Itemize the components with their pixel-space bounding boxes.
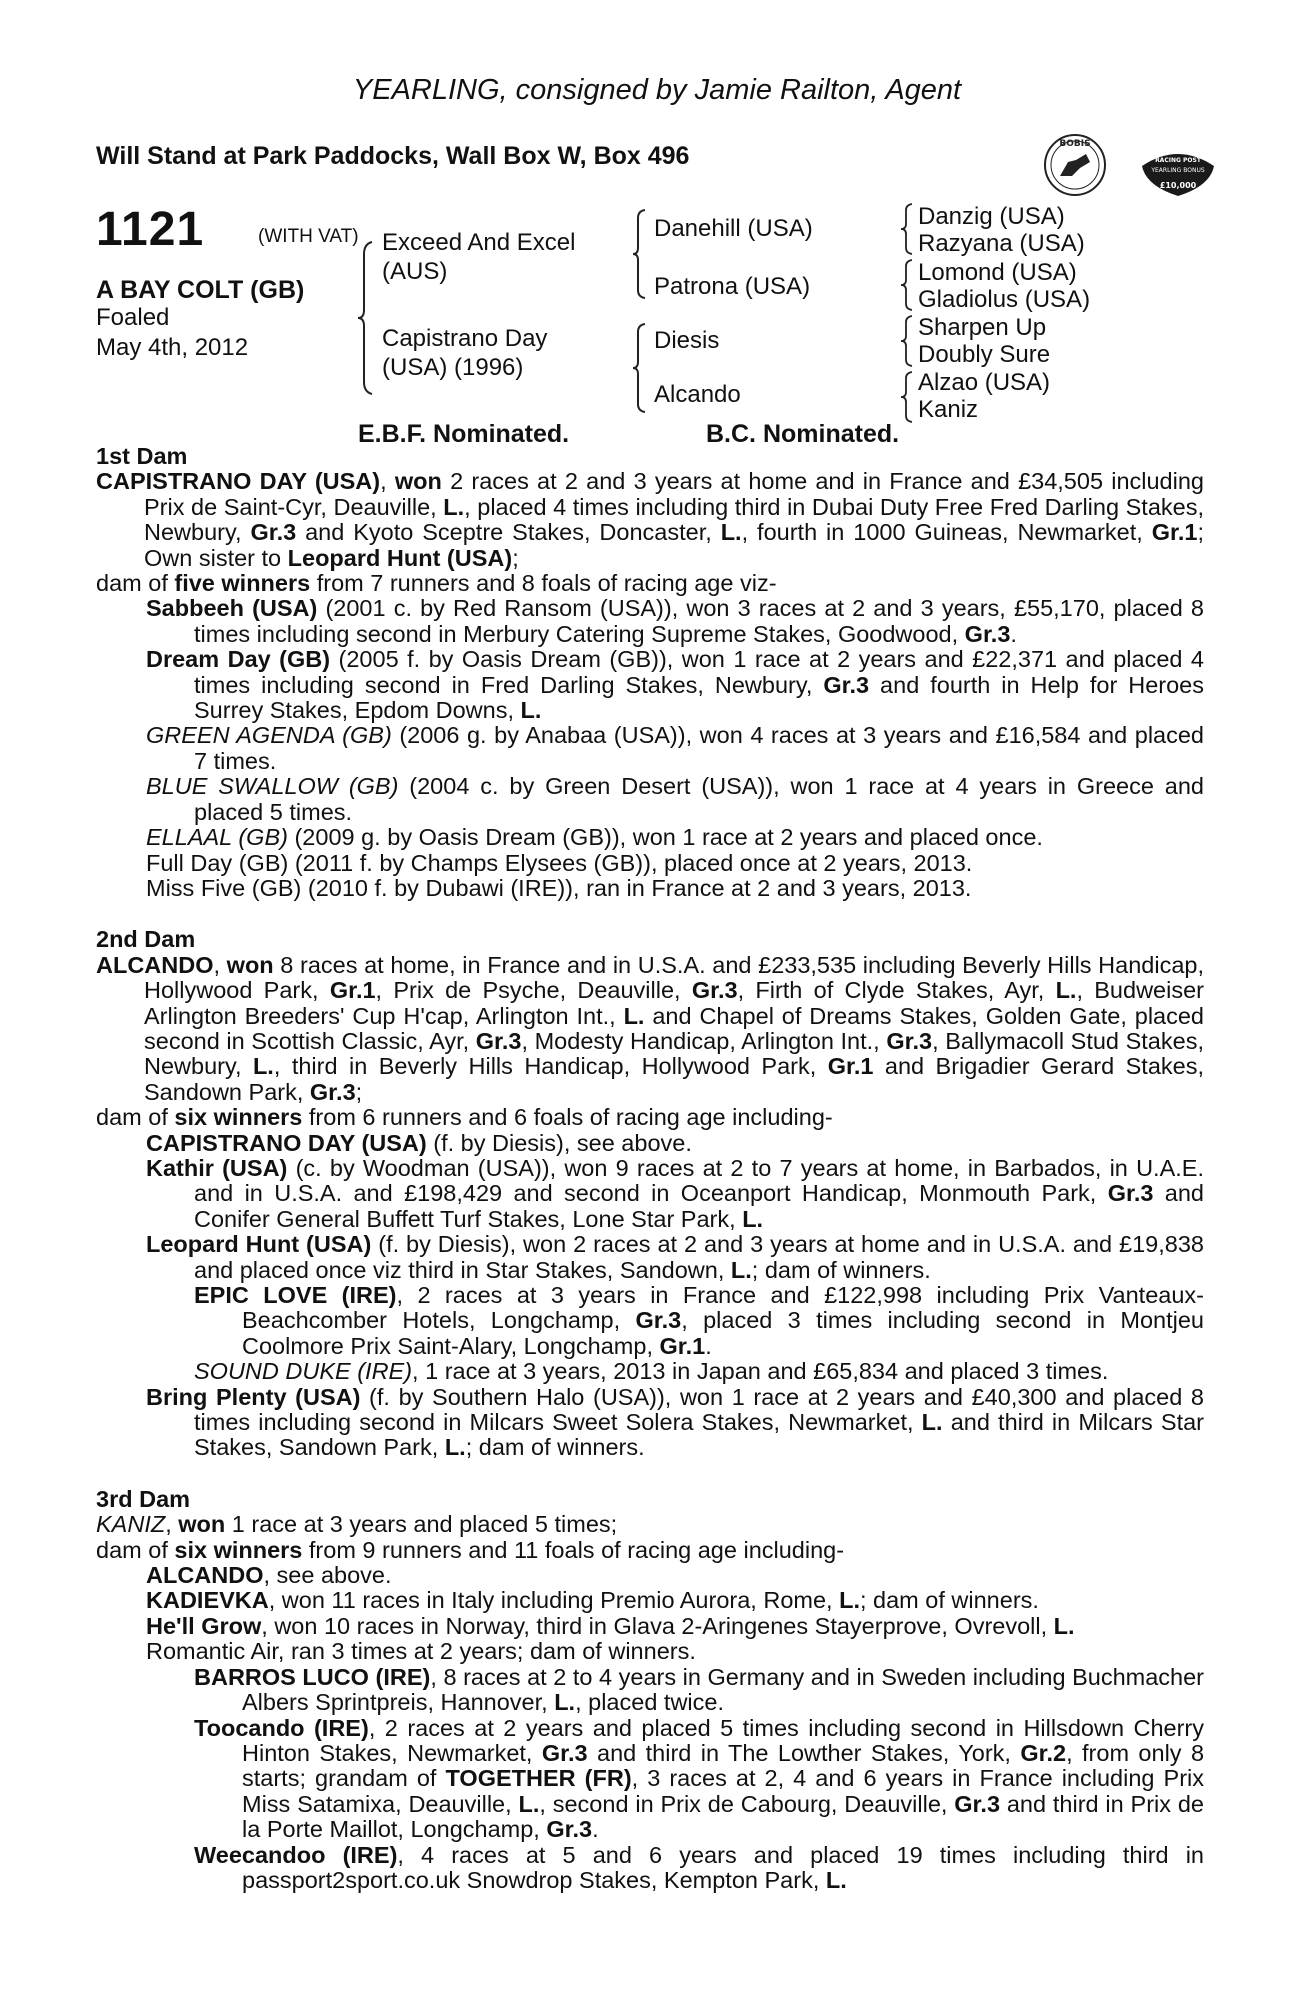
g3-brace-4-icon (900, 370, 914, 424)
badge-racing-post-text: RACING POST (1155, 157, 1201, 164)
produce-item: ELLAAL (GB) (2009 g. by Oasis Dream (GB)), won 1 race at 2 years and placed once. (146, 824, 1043, 851)
produce-item: SOUND DUKE (IRE), 1 race at 3 years, 2013 in Japan and £65,834 and placed 3 times. (194, 1358, 1109, 1385)
badge-amount-text: £10,000 (1159, 181, 1197, 190)
produce-item: EPIC LOVE (IRE), 2 races at 3 years in France and £122,998 including Prix Vanteaux-Beachcomber Hotels, Longchamp, Gr.3, placed 3 times including second in Montjeu Coolmore Prix Saint-Alary, Longchamp, Gr.1. (194, 1282, 1204, 1359)
produce-item: Kathir (USA) (c. by Woodman (USA)), won 9 races at 2 to 7 years at home, in Barbados, in U.A.E. and in U.S.A. and £198,429 and second in Oceanport Handicap, Monmouth Park, Gr.3 and Conifer General Buffett Turf Stakes, Lone Star Park, L. (146, 1154, 1204, 1232)
produce-item: Romantic Air, ran 3 times at 2 years; dam of winners. (146, 1638, 696, 1665)
produce-item: KADIEVKA, won 11 races in Italy including Premio Aurora, Rome, L.; dam of winners. (146, 1587, 1039, 1614)
bc-nominated: B.C. Nominated. (706, 420, 900, 448)
pedigree-g3-doubly-sure: Doubly Sure (918, 341, 1051, 368)
badge-yearling-bonus-text: YEARLING BONUS (1151, 167, 1205, 174)
foaled-date: May 4th, 2012 (96, 334, 249, 361)
lot-number: 1121 (96, 203, 205, 256)
horse-name: A BAY COLT (GB) (96, 276, 305, 304)
produce-item: BLUE SWALLOW (GB) (2004 c. by Green Desert (USA)), won 1 race at 4 years in Greece and placed 5 times. (146, 773, 1204, 825)
produce-record (96, 444, 1204, 1893)
produce-item: CAPISTRANO DAY (USA) (f. by Diesis), see above. (146, 1129, 692, 1156)
pedigree-sire-sire: Danehill (USA) (654, 215, 813, 242)
produce-item: Dream Day (GB) (2005 f. by Oasis Dream (GB)), won 1 race at 2 years and £22,371 and placed 4 times including second in Fred Darling Stakes, Newbury, Gr.3 and fourth in Help for Heroes Surrey Stakes, Epdom Downs, L. (146, 646, 1204, 724)
sire-brace-icon (632, 208, 648, 300)
section-heading-2nd-dam: 2nd Dam (96, 926, 196, 953)
pedigree-g3-danzig: Danzig (USA) (918, 203, 1065, 230)
section-heading-3rd-dam: 3rd Dam (96, 1485, 191, 1512)
produce-item: BARROS LUCO (IRE), 8 races at 2 to 4 years in Germany and in Sweden including Buchmacher Albers Sprintpreis, Hannover, L., placed twice. (194, 1663, 1205, 1716)
first-dam-record: CAPISTRANO DAY (USA), won 2 races at 2 and 3 years at home and in France and £34,505 including Prix de Saint-Cyr, Deauville, L., placed 4 times including third in Dubai Duty Free Fred Darling Stakes, Newbury, Gr.3 and Kyoto Sceptre Stakes, Doncaster, L., fourth in 1000 Guineas, Newmarket, Gr.1; Own sister to Leopard Hunt (USA); (96, 468, 1204, 571)
third-dam-summary: dam of six winners from 9 runners and 11 foals of racing age including- (96, 1536, 845, 1563)
second-dam-record: ALCANDO, won 8 races at home, in France and in U.S.A. and £233,535 including Beverly Hills Handicap, Hollywood Park, Gr.1, Prix de Psyche, Deauville, Gr.3, Firth of Clyde Stakes, Ayr, L., Budweiser Arlington Breeders' Cup H'cap, Arlington Int., L. and Chapel of Dreams Stakes, Golden Gate, placed second in Scottish Classic, Ayr, Gr.3, Modesty Handicap, Arlington Int., Gr.3, Ballymacoll Stud Stakes, Newbury, L., third in Beverly Hills Handicap, Hollywood Park, Gr.1 and Brigadier Gerard Stakes, Sandown Park, Gr.3; (96, 951, 1204, 1105)
produce-item: He'll Grow, won 10 races in Norway, third in Glava 2-Aringenes Stayerprove, Ovrevoll, L. (146, 1612, 1075, 1639)
bobis-text: BOBIS (1059, 139, 1091, 149)
g3-brace-3-icon (900, 314, 914, 368)
produce-item: Weecandoo (IRE), 4 races at 5 and 6 years and placed 19 times including third in passport2sport.co.uk Snowdrop Stakes, Kempton Park, L. (194, 1841, 1205, 1893)
g3-brace-2-icon (900, 258, 914, 312)
pedigree-dam-dam: Alcando (654, 381, 741, 408)
pedigree-g3-kaniz: Kaniz (918, 396, 979, 423)
pedigree-g3-sharpen-up: Sharpen Up (918, 314, 1047, 341)
produce-item: Leopard Hunt (USA) (f. by Diesis), won 2 races at 2 and 3 years at home and in U.S.A. and £19,838 and placed once viz third in Star Stakes, Sandown, L.; dam of winners. (146, 1231, 1204, 1283)
pedigree-dam: Capistrano Day (USA) (1996) (382, 325, 548, 381)
pedigree-g3-razyana: Razyana (USA) (918, 230, 1085, 257)
pedigree-g3-gladiolus: Gladiolus (USA) (918, 286, 1091, 313)
stand-location: Will Stand at Park Paddocks, Wall Box W, Box 496 (96, 142, 690, 170)
produce-item: Bring Plenty (USA) (f. by Southern Halo (USA)), won 1 race at 2 years and £40,300 and placed 8 times including second in Milcars Sweet Solera Stakes, Newmarket, L. and third in Milcars Star Stakes, Sandown Park, L.; dam of winners. (146, 1383, 1205, 1461)
first-dam-summary: dam of five winners from 7 runners and 8 foals of racing age viz- (96, 570, 777, 597)
produce-item: GREEN AGENDA (GB) (2006 g. by Anabaa (USA)), won 4 races at 3 years and £16,584 and placed 7 times. (146, 722, 1204, 774)
pedigree-g3-lomond: Lomond (USA) (918, 259, 1077, 286)
produce-item: Miss Five (GB) (2010 f. by Dubawi (IRE)), ran in France at 2 and 3 years, 2013. (146, 874, 972, 901)
yearling-bonus-badge-icon (1138, 146, 1218, 200)
pedigree-g3-alzao: Alzao (USA) (918, 369, 1051, 396)
produce-item: Full Day (GB) (2011 f. by Champs Elysees (GB)), placed once at 2 years, 2013. (146, 849, 973, 876)
pedigree-dam-sire: Diesis (654, 327, 720, 354)
bobis-logo-icon (1042, 132, 1108, 198)
catalogue-header: YEARLING, consigned by Jamie Railton, Agent (352, 74, 962, 106)
third-dam-record: KANIZ, won 1 race at 3 years and placed 5 times; (96, 1511, 618, 1538)
foaled-label: Foaled (96, 304, 170, 331)
g3-brace-1-icon (900, 202, 914, 256)
vat-note: (WITH VAT) (258, 226, 359, 247)
produce-item: Sabbeeh (USA) (2001 c. by Red Ransom (USA)), won 3 races at 2 and 3 years, £55,170, placed 8 times including second in Merbury Catering Supreme Stakes, Goodwood, Gr.3. (146, 595, 1204, 647)
dam-brace-icon (632, 322, 648, 414)
section-heading-1st-dam: 1st Dam (96, 443, 188, 469)
ebf-nominated: E.B.F. Nominated. (358, 420, 570, 448)
foaled-info (96, 303, 248, 363)
produce-item: ALCANDO, see above. (146, 1562, 392, 1589)
second-dam-summary: dam of six winners from 6 runners and 6 foals of racing age including- (96, 1104, 833, 1131)
pedigree-brace-icon (356, 240, 376, 396)
pedigree-sire-dam: Patrona (USA) (654, 273, 811, 300)
produce-item: Toocando (IRE), 2 races at 2 years and placed 5 times including second in Hillsdown Cherry Hinton Stakes, Newmarket, Gr.3 and third in The Lowther Stakes, York, Gr.2, from only 8 starts; grandam of TOGETHER (FR), 3 races at 2, 4 and 6 years in France including Prix Miss Satamixa, Deauville, L., second in Prix de Cabourg, Deauville, Gr.3 and third in Prix de la Porte Maillot, Longchamp, Gr.3. (194, 1714, 1205, 1843)
pedigree-sire: Exceed And Excel (AUS) (382, 229, 576, 285)
